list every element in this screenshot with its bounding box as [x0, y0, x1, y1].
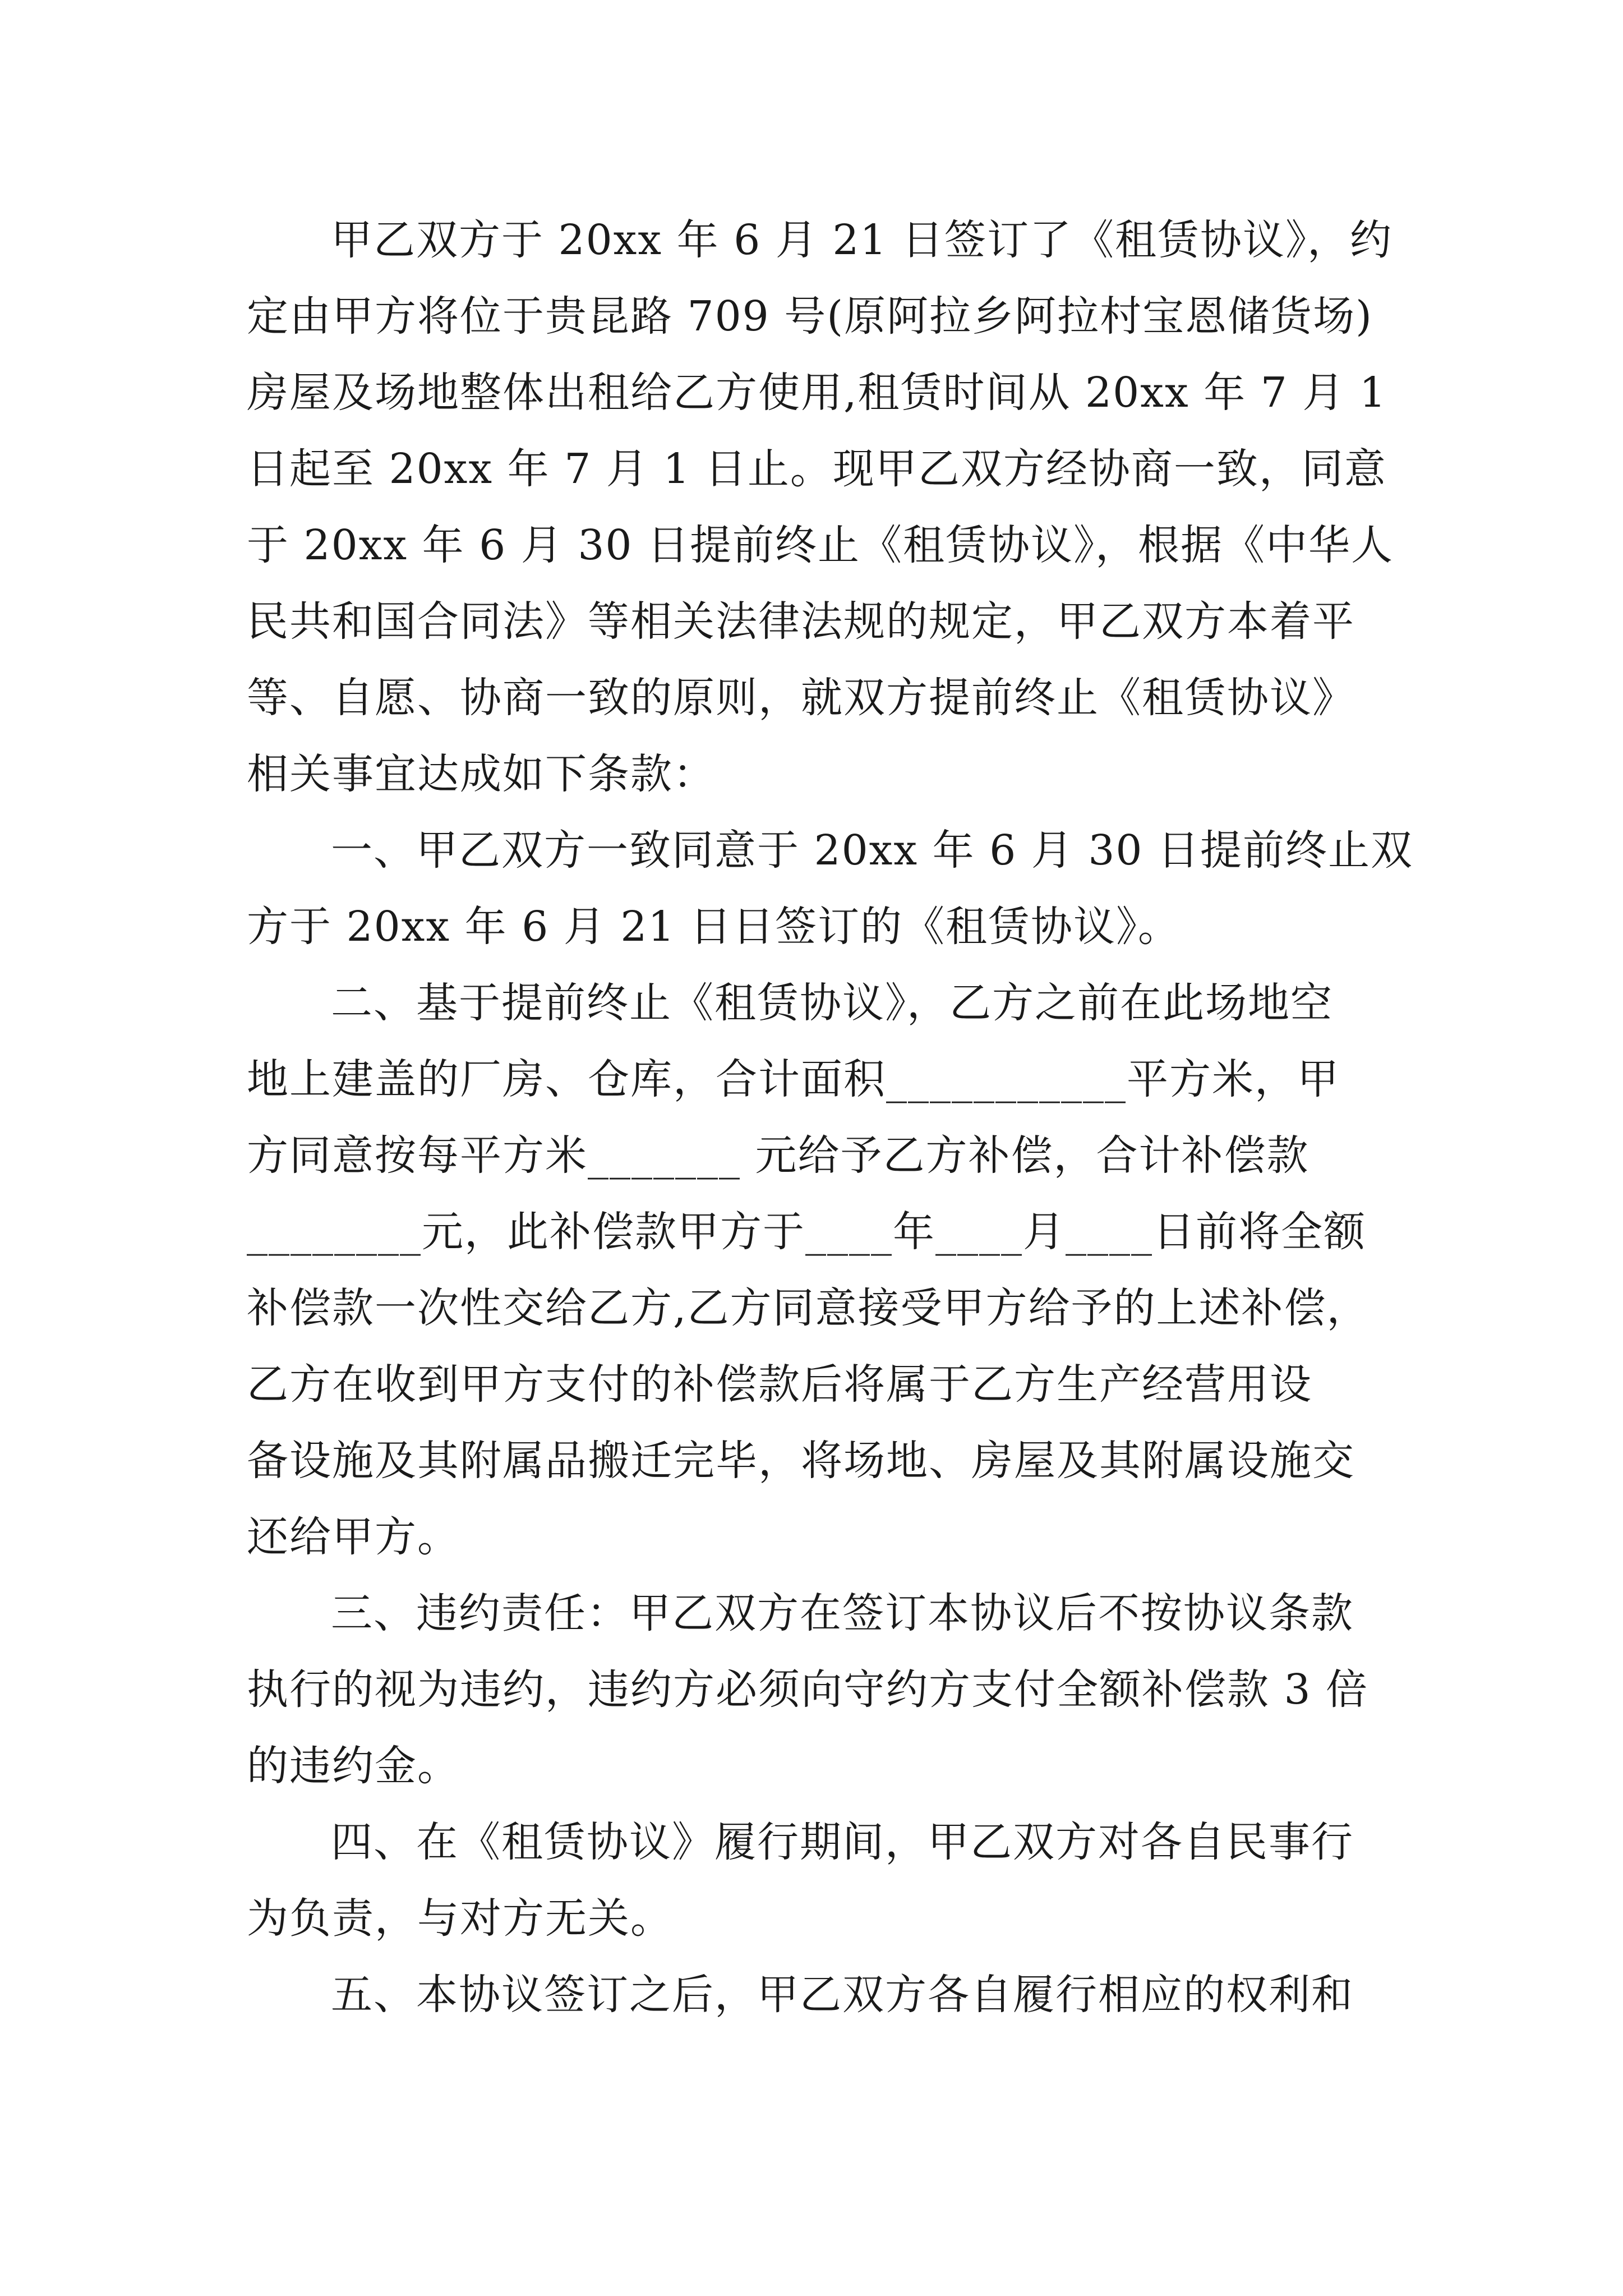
paragraph-clause-3 [247, 1575, 1391, 1804]
document-page [247, 202, 1414, 2033]
text-line: 民共和国合同法》等相关法律法规的规定，甲乙双方本着平 [247, 597, 1355, 646]
paragraph-clause-5 [247, 1957, 1391, 2033]
text-line: 二、基于提前终止《租赁协议》，乙方之前在此场地空 [331, 979, 1333, 1027]
text-line: 备设施及其附属品搬迁完毕，将场地、房屋及其附属设施交 [247, 1437, 1355, 1485]
text-line: 定由甲方将位于贵昆路 709 号(原阿拉乡阿拉村宝恩储货场) [247, 292, 1373, 341]
paragraph-clause-4 [247, 1804, 1391, 1957]
text-line: 日起至 20xx 年 7 月 1 日止。现甲乙双方经协商一致，同意 [247, 445, 1387, 493]
text-line: 乙方在收到甲方支付的补偿款后将属于乙方生产经营用设 [247, 1360, 1312, 1409]
text-line: 方同意按每平方米_______ 元给予乙方补偿，合计补偿款 [247, 1131, 1310, 1180]
paragraph-clause-2 [247, 965, 1391, 1575]
text-line: 三、违约责任：甲乙双方在签订本协议后不按协议条款 [331, 1589, 1354, 1637]
text-line: 房屋及场地整体出租给乙方使用,租赁时间从 20xx 年 7 月 1 [247, 369, 1387, 417]
text-line: 等、自愿、协商一致的原则，就双方提前终止《租赁协议》 [247, 674, 1355, 722]
text-line: 补偿款一次性交给乙方,乙方同意接受甲方给予的上述补偿， [247, 1284, 1370, 1332]
text-line: 的违约金。 [247, 1742, 460, 1790]
paragraph-clause-1 [247, 812, 1414, 965]
paragraph-preamble [247, 202, 1394, 812]
text-line: 相关事宜达成如下条款： [247, 750, 716, 798]
text-line: ________元，此补偿款甲方于____年____月____日前将全额 [247, 1208, 1366, 1256]
text-line: 执行的视为违约，违约方必须向守约方支付全额补偿款 3 倍 [247, 1665, 1369, 1714]
text-line: 五、本协议签订之后，甲乙双方各自履行相应的权利和 [331, 1971, 1354, 2019]
text-line: 还给甲方。 [247, 1513, 460, 1561]
text-line: 一、甲乙双方一致同意于 20xx 年 6 月 30 日提前终止双 [331, 826, 1414, 875]
text-line: 四、在《租赁协议》履行期间，甲乙双方对各自民事行 [331, 1818, 1354, 1866]
text-line: 地上建盖的厂房、仓库，合计面积___________平方米，甲 [247, 1055, 1340, 1103]
text-line: 于 20xx 年 6 月 30 日提前终止《租赁协议》，根据《中华人 [247, 521, 1394, 569]
text-line: 甲乙双方于 20xx 年 6 月 21 日签订了《租赁协议》，约 [331, 216, 1393, 264]
text-line: 方于 20xx 年 6 月 21 日日签订的《租赁协议》。 [247, 903, 1181, 951]
text-line: 为负责，与对方无关。 [247, 1894, 673, 1943]
